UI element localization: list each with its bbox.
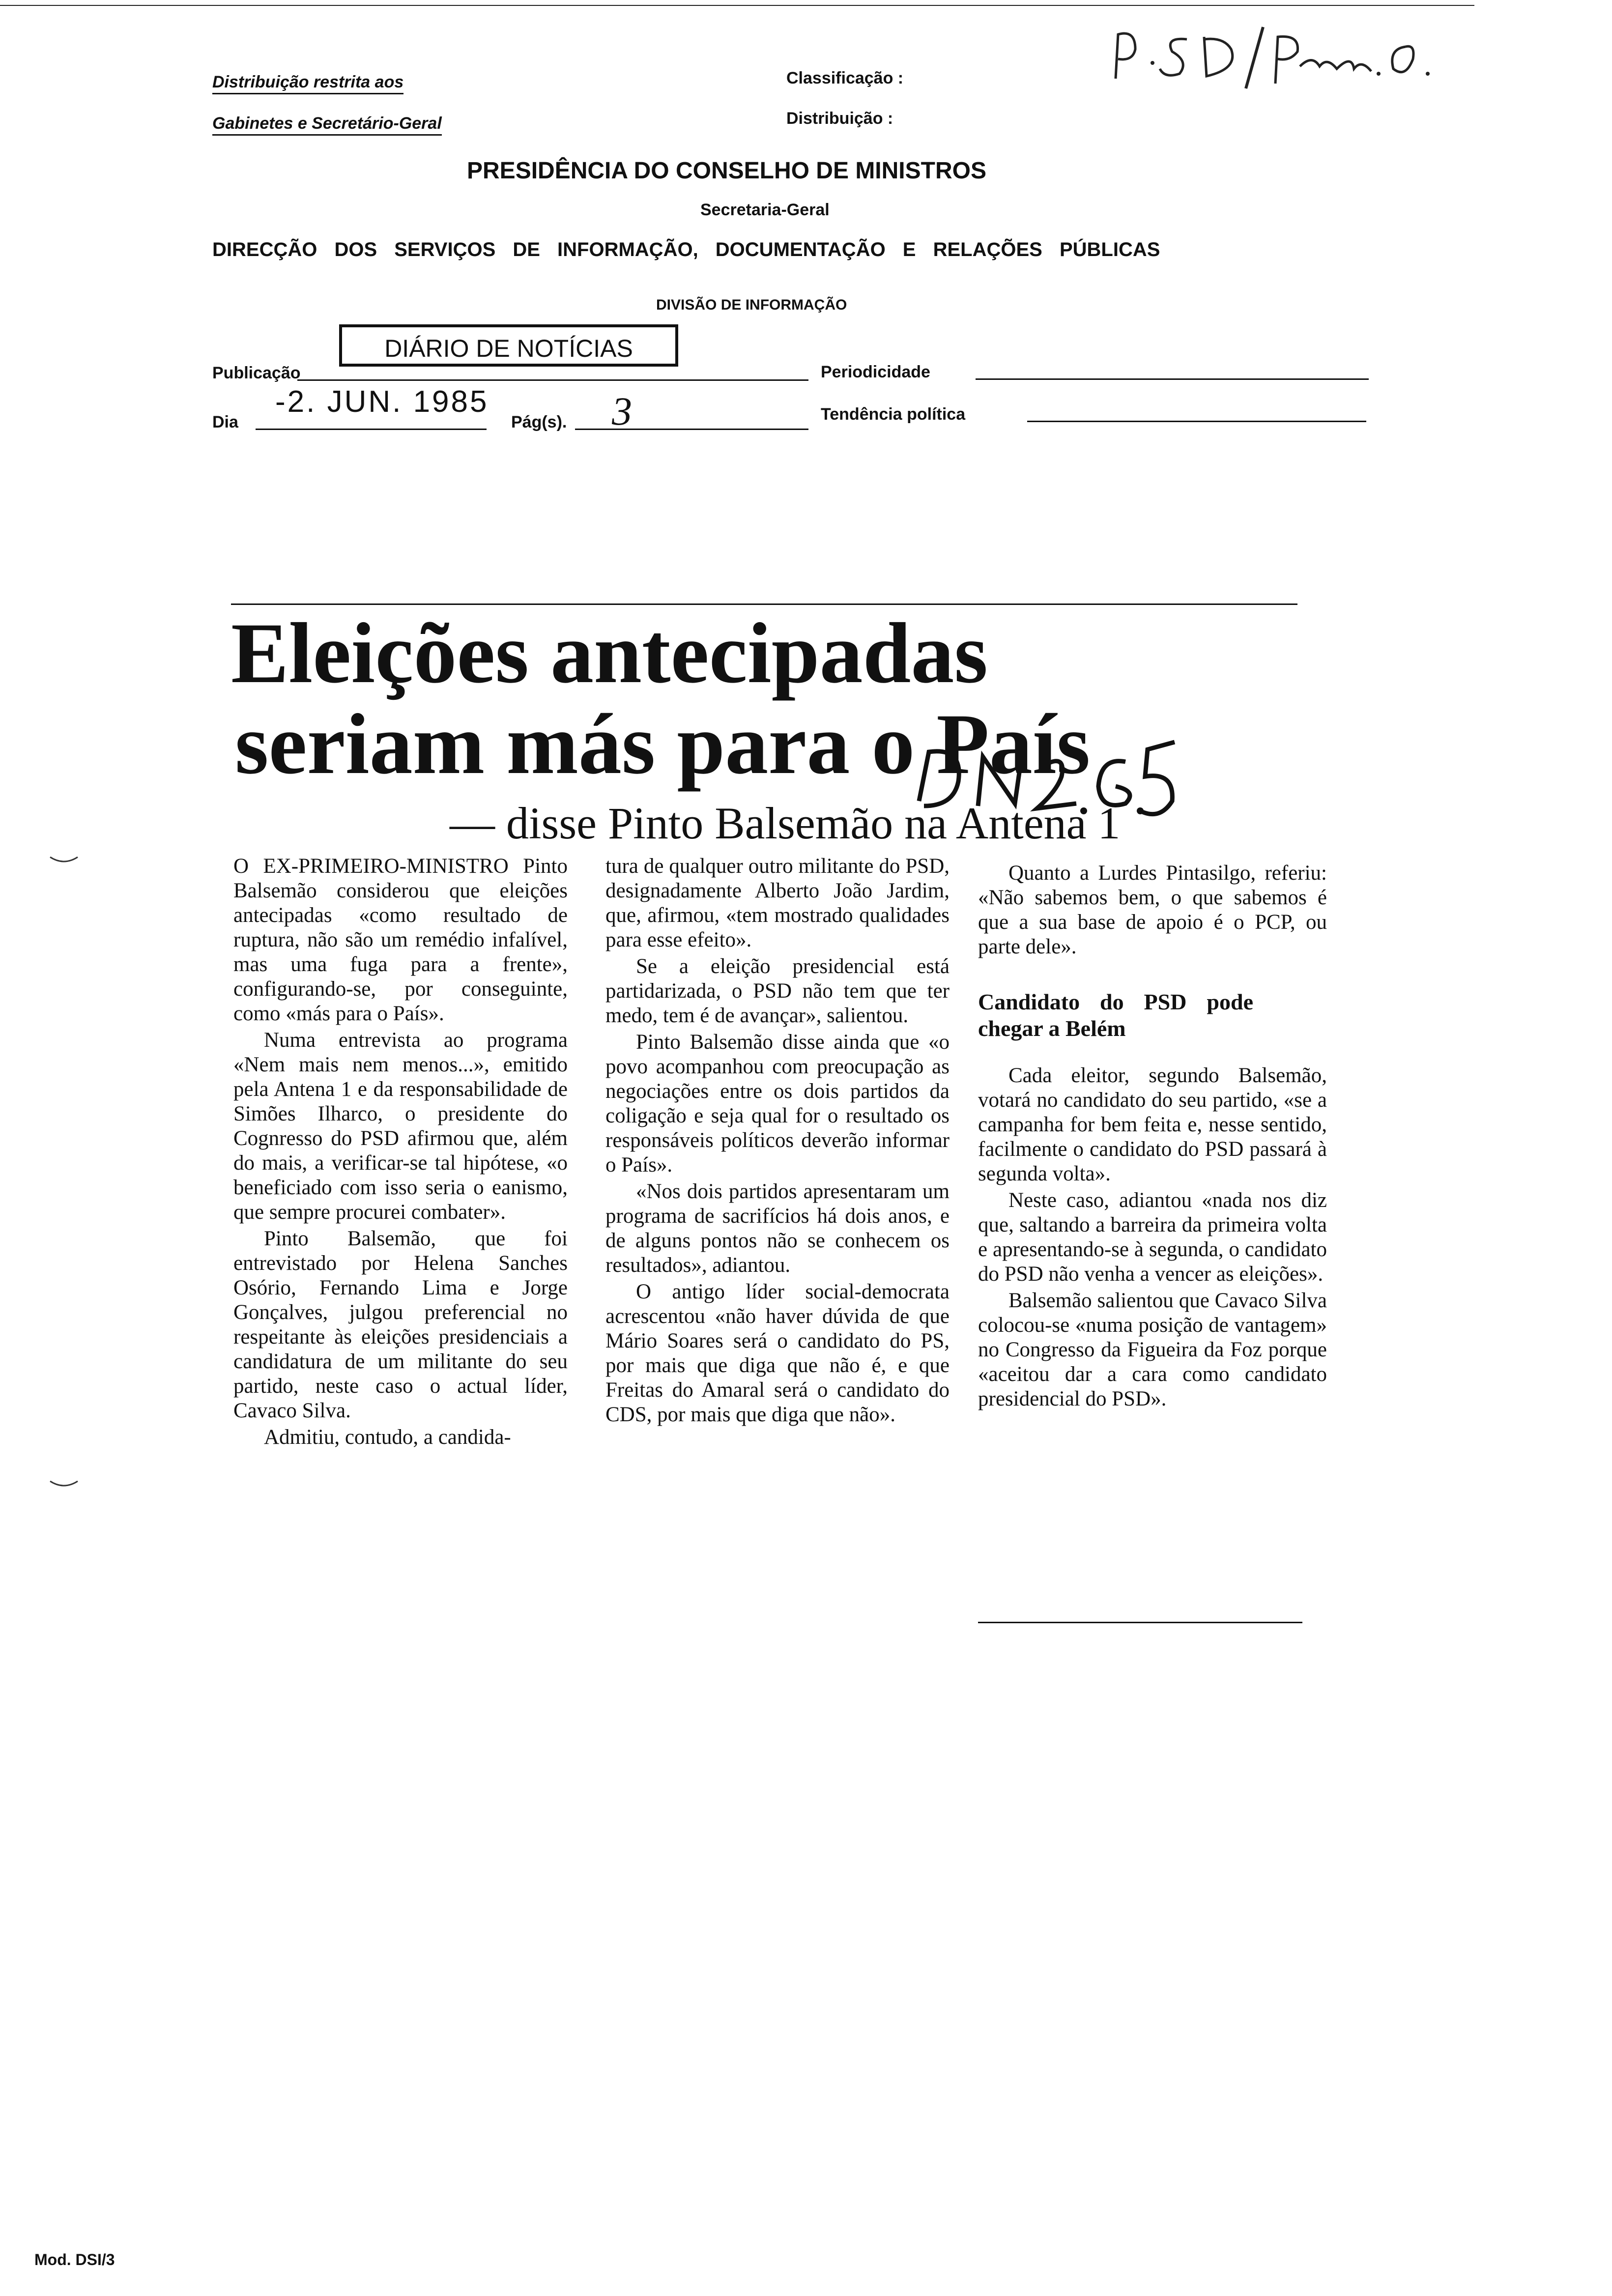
col1-paragraph: Admitiu, contudo, a candida- (264, 1426, 511, 1449)
col3-paragraph: Cada eleitor, segundo Balsemão, votará no candidato do seu partido, «se a campanha for bem feita e, nesse sentido, facilmente o candidato do PSD passará à segunda volta». (978, 1064, 1327, 1185)
col3-subhead: Candidato do PSD pode chegar a Belém (978, 989, 1253, 1041)
org-sub: Secretaria-Geral (700, 201, 830, 219)
directorate-line: DIRECÇÃO DOS SERVIÇOS DE INFORMAÇÃO, DOCUMENTAÇÃO E RELAÇÕES PÚBLICAS (212, 239, 1160, 260)
publicacao-label: Publicação (212, 364, 301, 382)
article-column-1 (233, 854, 568, 1450)
publicacao-rule (297, 379, 808, 381)
publication-stamp: DIÁRIO DE NOTÍCIAS (339, 324, 678, 367)
pag-label: Pág(s). (511, 413, 567, 431)
col2-paragraph: Pinto Balsemão disse ainda que «o povo acompanhou com preocupação as negociações entre os dois partidos da coligação e seja qual for o resultado os responsáveis políticos deverão informar o País». (605, 1031, 950, 1177)
pag-value: 3 (612, 389, 632, 433)
periodicidade-rule (976, 378, 1369, 380)
dia-label: Dia (212, 413, 238, 431)
article-column-2 (605, 854, 950, 1427)
col1-paragraph: Numa entrevista ao programa «Nem mais nem menos...», emitido pela Antena 1 e da responsabilidade de Simões Ilharco, o presidente do Cognresso do PSD afirmou que, além do mais, a verificar-se tal hipótese, «o beneficiado com isso seria o eanismo, que sempre procurei combater». (233, 1029, 568, 1224)
headline-line-2: seriam más para o País (235, 696, 1091, 792)
col2-paragraph: Se a eleição presidencial está partidarizada, o PSD não tem que ter medo, tem é de avançar», salientou. (605, 955, 950, 1027)
tendencia-label: Tendência política (821, 405, 966, 424)
col3-paragraph: Neste caso, adiantou «nada nos diz que, saltando a barreira da primeira volta e apresentando-se à segunda, o candidato do PSD não venha a vencer as eleições». (978, 1189, 1327, 1286)
pag-rule (575, 429, 808, 430)
col1-paragraph: O EX-PRIMEIRO-MINISTRO Pinto Balsemão considerou que eleições antecipadas «como resultado de ruptura, não são um remédio infalível, mas uma fuga para a frente», configurando-se, por conseguinte, como «más para o País». (233, 855, 568, 1025)
division-line: DIVISÃO DE INFORMAÇÃO (656, 297, 847, 313)
left-margin-mark (49, 855, 79, 865)
form-code: Mod. DSI/3 (34, 2251, 115, 2268)
subheadline: — disse Pinto Balsemão na Antena 1 (450, 798, 1121, 848)
distribution-line-1: Distribuição restrita aos (212, 73, 403, 94)
distribution-line-2: Gabinetes e Secretário-Geral (212, 114, 442, 136)
margin-arc-icon (49, 855, 79, 865)
headline-line-1: Eleições antecipadas (231, 605, 988, 701)
col1-paragraph: Pinto Balsemão, que foi entrevistado por Helena Sanches Osório, Fernando Lima e Jorge Gonçalves, julgou preferencial no respeitante às eleições presidenciais a candidatura de um militante do seu partido, neste caso o actual líder, Cavaco Silva. (233, 1227, 568, 1422)
handwritten-note-scribble-icon (1106, 20, 1450, 93)
article-top-rule (231, 603, 1297, 605)
col2-paragraph: tura de qualquer outro militante do PSD, designadamente Alberto João Jardim, que, afirmou, «tem mostrado qualidades para esse efeito». (605, 855, 950, 951)
distribuicao-label: Distribuição : (786, 109, 893, 128)
dia-rule (256, 429, 487, 430)
periodicidade-label: Periodicidade (821, 363, 930, 381)
col3-paragraph: Quanto a Lurdes Pintasilgo, referiu: «Não sabemos bem, o que sabemos é que a sua base de apoio é o PCP, ou parte dele». (978, 861, 1327, 958)
date-stamp: -2. JUN. 1985 (275, 385, 489, 419)
left-margin-mark (49, 1479, 79, 1489)
margin-arc-icon (49, 1479, 79, 1489)
classificacao-label: Classificação : (786, 69, 904, 87)
article-end-rule (978, 1622, 1302, 1623)
col2-paragraph: O antigo líder social-democrata acrescentou «não haver dúvida de que Mário Soares será o candidato do PS, por mais que diga que não é, e que Freitas do Amaral será o candidato do CDS, por mais que diga que não». (605, 1280, 950, 1426)
org-name: PRESIDÊNCIA DO CONSELHO DE MINISTROS (467, 158, 986, 184)
tendencia-rule (1027, 421, 1366, 422)
col3-paragraph: Balsemão salientou que Cavaco Silva colocou-se «numa posição de vantagem» no Congresso da Figueira da Foz porque «aceitou dar a cara como candidato presidencial do PSD». (978, 1289, 1327, 1410)
col2-paragraph: «Nos dois partidos apresentaram um programa de sacrifícios há dois anos, e de alguns pontos não se conhecem os resultados», adiantou. (605, 1180, 950, 1277)
handwritten-note (1106, 20, 1450, 93)
top-edge-rule (0, 5, 1474, 6)
article-column-3 (978, 861, 1327, 1411)
